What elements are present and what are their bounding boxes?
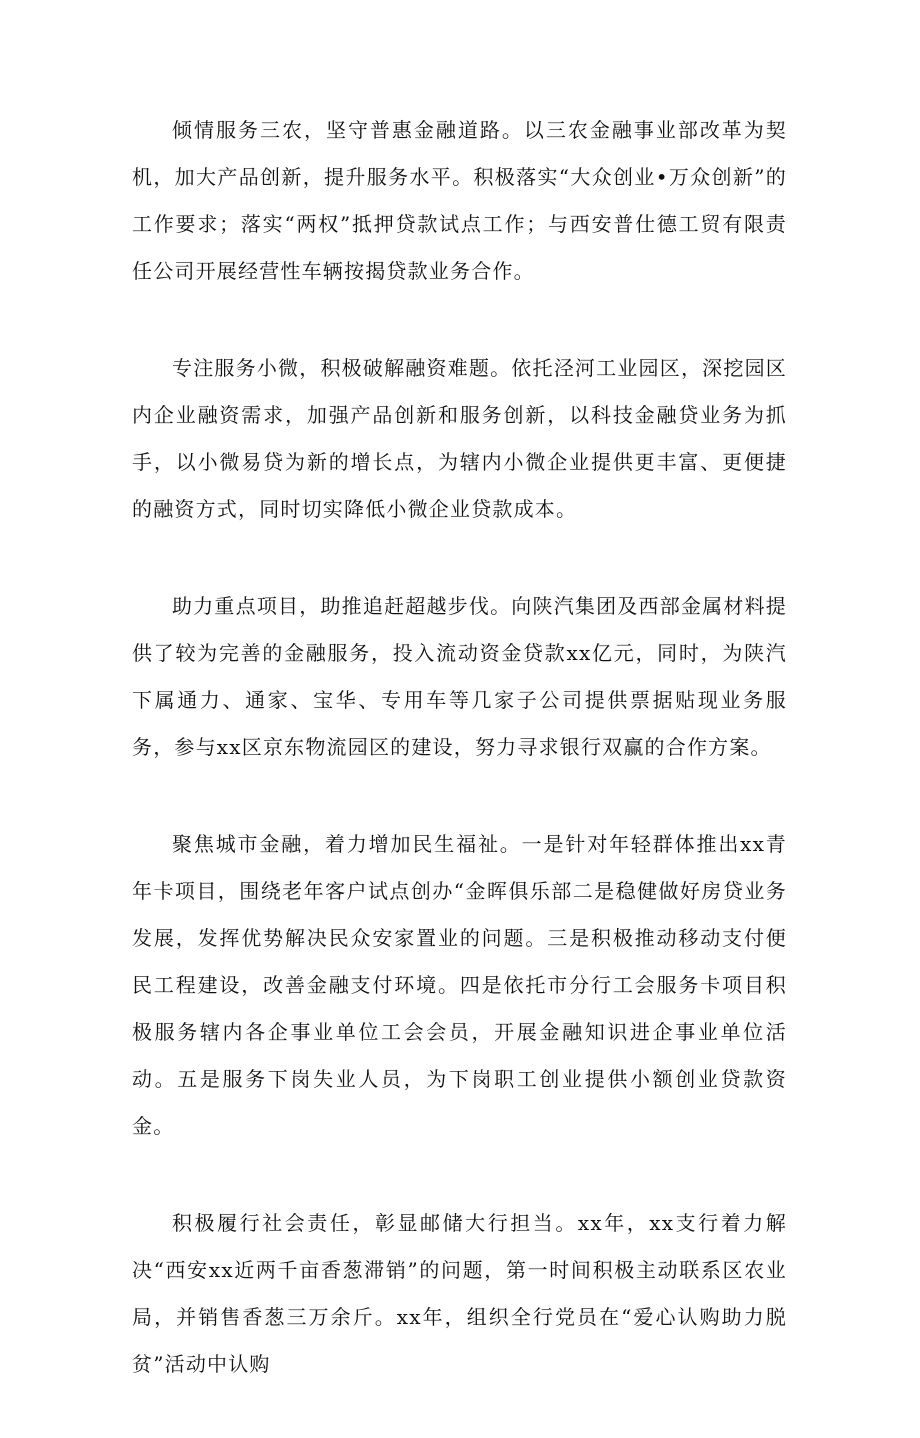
paragraph-social-responsibility: 积极履行社会责任，彰显邮储大行担当。xx年，xx支行着力解决“西安xx近两千亩香葱滞销”的问题，第一时间积极主动联系区农业局，并销售香葱三万余斤。xx年，组织全行党员在“爱心认购助力脱贫”活动中认购 [132,1211,787,1376]
paragraph-key-projects: 助力重点项目，助推追赶超越步伐。向陕汽集团及西部金属材料提供了较为完善的金融服务，投入流动资金贷款xx亿元，同时，为陕汽下属通力、通家、宝华、专用车等几家子公司提供票据贴现业务服务，参与xx区京东物流园区的建设，努力寻求银行双赢的合作方案。 [132,594,787,759]
paragraph-rural-services: 倾情服务三农，坚守普惠金融道路。以三农金融事业部改革为契机，加大产品创新，提升服务水平。积极落实“大众创业•万众创新”的工作要求；落实“两权”抵押贷款试点工作；与西安普仕德工贸有限责任公司开展经营性车辆按揭贷款业务合作。 [132,118,787,283]
paragraph-small-micro-enterprises: 专注服务小微，积极破解融资难题。依托泾河工业园区，深挖园区内企业融资需求，加强产品创新和服务创新，以科技金融贷业务为抓手，以小微易贷为新的增长点，为辖内小微企业提供更丰富、更便捷的融资方式，同时切实降低小微企业贷款成本。 [132,356,787,521]
document-body [132,107,787,1438]
paragraph-urban-finance: 聚焦城市金融，着力增加民生福祉。一是针对年轻群体推出xx青年卡项目，围绕老年客户试点创办“金晖俱乐部二是稳健做好房贷业务发展，发挥优势解决民众安家置业的问题。三是积极推动移动支付便民工程建设，改善金融支付环境。四是依托市分行工会服务卡项目积极服务辖内各企事业单位工会会员，开展金融知识进企事业单位活动。五是服务下岗失业人员，为下岗职工创业提供小额创业贷款资金。 [132,832,787,1138]
